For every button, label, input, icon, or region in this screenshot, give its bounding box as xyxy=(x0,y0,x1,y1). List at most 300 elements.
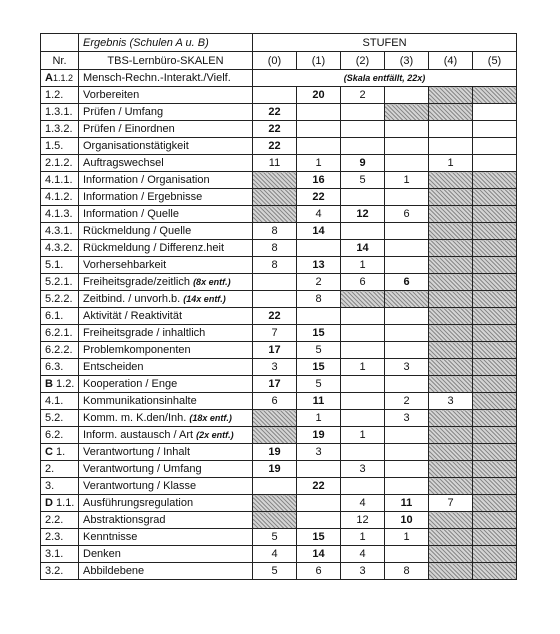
level-cell-3 xyxy=(385,223,429,240)
level-cell-0 xyxy=(253,87,297,104)
level-cell-3 xyxy=(385,121,429,138)
level-cell-2 xyxy=(341,291,385,308)
row-label xyxy=(79,546,253,563)
level-cell-3: 2 xyxy=(385,393,429,410)
row-label-text: Vorbereiten xyxy=(83,89,140,101)
level-cell-5 xyxy=(473,546,517,563)
table-row xyxy=(41,529,517,546)
level-cell-5 xyxy=(473,461,517,478)
level-cell-0: 5 xyxy=(253,529,297,546)
level-cell-5 xyxy=(473,376,517,393)
row-label-text: Denken xyxy=(83,548,121,560)
section-letter: D xyxy=(45,497,53,509)
table-row xyxy=(41,189,517,206)
level-cell-5 xyxy=(473,495,517,512)
row-nr xyxy=(41,189,79,206)
level-cell-5 xyxy=(473,427,517,444)
row-label: Mensch-Rechn.-Interakt./Vielf. xyxy=(79,70,253,87)
level-cell-0: 6 xyxy=(253,393,297,410)
level-cell-4 xyxy=(429,325,473,342)
row-label-text: Prüfen / Einordnen xyxy=(83,123,175,135)
level-cell-5 xyxy=(473,189,517,206)
level-cell-4 xyxy=(429,444,473,461)
level-cell-2: 4 xyxy=(341,495,385,512)
level-cell-0: 8 xyxy=(253,257,297,274)
row-nr-text: 1.1. xyxy=(56,497,75,509)
level-header-4: (4) xyxy=(429,52,473,70)
level-cell-1 xyxy=(297,104,341,121)
table-row xyxy=(41,291,517,308)
level-cell-3: 11 xyxy=(385,495,429,512)
row-label xyxy=(79,563,253,580)
row-nr xyxy=(41,240,79,257)
row-label-text: Prüfen / Umfang xyxy=(83,106,164,118)
level-cell-0 xyxy=(253,512,297,529)
level-cell-5 xyxy=(473,393,517,410)
level-cell-5 xyxy=(473,444,517,461)
level-cell-0 xyxy=(253,410,297,427)
level-cell-0 xyxy=(253,206,297,223)
row-nr xyxy=(41,427,79,444)
row-label-note: (2x entf.) xyxy=(196,430,234,440)
level-cell-3 xyxy=(385,444,429,461)
level-cell-4 xyxy=(429,257,473,274)
table-row xyxy=(41,563,517,580)
result-subtitle: Ergebnis (Schulen A u. B) xyxy=(79,34,253,52)
level-cell-3 xyxy=(385,325,429,342)
row-nr-text: 6.2.2. xyxy=(45,344,73,356)
level-cell-4 xyxy=(429,240,473,257)
row-nr-text: 5.2.1. xyxy=(45,276,73,288)
level-cell-3 xyxy=(385,189,429,206)
row-label-text: Komm. m. K.den/Inh. xyxy=(83,412,187,424)
level-cell-1 xyxy=(297,308,341,325)
level-header-3: (3) xyxy=(385,52,429,70)
level-cell-3 xyxy=(385,257,429,274)
level-cell-5 xyxy=(473,478,517,495)
level-cell-3 xyxy=(385,87,429,104)
level-cell-4 xyxy=(429,546,473,563)
table-row xyxy=(41,325,517,342)
level-cell-5 xyxy=(473,274,517,291)
table-row xyxy=(41,223,517,240)
level-cell-4 xyxy=(429,87,473,104)
level-cell-0: 22 xyxy=(253,104,297,121)
level-cell-1 xyxy=(297,240,341,257)
table-row xyxy=(41,104,517,121)
level-cell-0: 22 xyxy=(253,308,297,325)
level-cell-0: 19 xyxy=(253,461,297,478)
level-cell-4 xyxy=(429,172,473,189)
row-nr xyxy=(41,70,79,87)
row-nr xyxy=(41,104,79,121)
level-header-0: (0) xyxy=(253,52,297,70)
level-cell-0 xyxy=(253,172,297,189)
level-cell-2 xyxy=(341,376,385,393)
level-cell-3 xyxy=(385,461,429,478)
row-label-text: Freiheitsgrade/zeitlich xyxy=(83,276,190,288)
level-cell-1: 8 xyxy=(297,291,341,308)
row-nr-text: 4.1.1. xyxy=(45,174,73,186)
level-cell-2: 1 xyxy=(341,529,385,546)
level-cell-3: 1 xyxy=(385,529,429,546)
row-label xyxy=(79,512,253,529)
level-cell-4 xyxy=(429,274,473,291)
level-cell-5 xyxy=(473,87,517,104)
row-label xyxy=(79,291,253,308)
level-cell-3: 6 xyxy=(385,274,429,291)
row-nr-text: 2.1.2. xyxy=(45,157,73,169)
row-label-text: Rückmeldung / Quelle xyxy=(83,225,192,237)
level-cell-2: 1 xyxy=(341,257,385,274)
level-header-2: (2) xyxy=(341,52,385,70)
row-nr-text: 1. xyxy=(56,446,66,458)
level-cell-5 xyxy=(473,172,517,189)
row-nr-text: 3.2. xyxy=(45,565,64,577)
level-cell-0: 5 xyxy=(253,563,297,580)
row-label-text: Verantwortung / Umfang xyxy=(83,463,202,475)
row-nr xyxy=(41,478,79,495)
level-cell-4 xyxy=(429,138,473,155)
row-nr-text: 2. xyxy=(45,463,55,475)
row-nr-text: 6.3. xyxy=(45,361,64,373)
level-cell-2: 12 xyxy=(341,512,385,529)
level-cell-0: 19 xyxy=(253,444,297,461)
section-letter: C xyxy=(45,446,53,458)
row-label xyxy=(79,376,253,393)
level-cell-4 xyxy=(429,529,473,546)
level-cell-5 xyxy=(473,342,517,359)
level-cell-4 xyxy=(429,291,473,308)
row-nr xyxy=(41,461,79,478)
section-letter: A xyxy=(45,72,53,84)
row-nr-text: 4.3.2. xyxy=(45,242,73,254)
level-cell-4: 3 xyxy=(429,393,473,410)
level-cell-3 xyxy=(385,240,429,257)
level-cell-3 xyxy=(385,478,429,495)
level-cell-3: 10 xyxy=(385,512,429,529)
row-label-text: Auftragswechsel xyxy=(83,157,164,169)
level-cell-1: 22 xyxy=(297,189,341,206)
level-cell-1: 6 xyxy=(297,563,341,580)
row-label xyxy=(79,172,253,189)
level-cell-4 xyxy=(429,121,473,138)
row-label xyxy=(79,529,253,546)
row-label-text: Information / Quelle xyxy=(83,208,179,220)
level-cell-4 xyxy=(429,308,473,325)
row-label-text: Problemkomponenten xyxy=(83,344,191,356)
level-cell-2: 3 xyxy=(341,563,385,580)
row-nr-text: 4.1. xyxy=(45,395,64,407)
level-cell-5 xyxy=(473,121,517,138)
level-cell-2 xyxy=(341,410,385,427)
row-label-text: Zeitbind. / unvorh.b. xyxy=(83,293,181,305)
level-cell-3 xyxy=(385,308,429,325)
row-nr xyxy=(41,223,79,240)
table-row xyxy=(41,359,517,376)
level-cell-5 xyxy=(473,512,517,529)
level-cell-4 xyxy=(429,376,473,393)
level-cell-1: 5 xyxy=(297,376,341,393)
row-nr xyxy=(41,138,79,155)
row-nr xyxy=(41,206,79,223)
row-nr-text: 4.3.1. xyxy=(45,225,73,237)
row-label xyxy=(79,155,253,172)
level-cell-1: 14 xyxy=(297,546,341,563)
level-cell-3 xyxy=(385,376,429,393)
row-nr-text: 4.1.3. xyxy=(45,208,73,220)
row-label xyxy=(79,308,253,325)
nr-header-blank xyxy=(41,34,79,52)
table-row xyxy=(41,444,517,461)
level-cell-0: 11 xyxy=(253,155,297,172)
level-cell-5 xyxy=(473,325,517,342)
level-cell-4 xyxy=(429,478,473,495)
row-label xyxy=(79,359,253,376)
row-nr xyxy=(41,342,79,359)
row-label xyxy=(79,87,253,104)
table-row xyxy=(41,410,517,427)
level-cell-2 xyxy=(341,223,385,240)
row-label xyxy=(79,444,253,461)
level-cell-1: 2 xyxy=(297,274,341,291)
row-label-text: Verantwortung / Klasse xyxy=(83,480,197,492)
level-cell-5 xyxy=(473,291,517,308)
level-cell-1 xyxy=(297,461,341,478)
level-cell-1 xyxy=(297,138,341,155)
level-cell-1: 19 xyxy=(297,427,341,444)
level-cell-4 xyxy=(429,359,473,376)
row-nr-text: 5.1. xyxy=(45,259,64,271)
table-row xyxy=(41,512,517,529)
row-nr xyxy=(41,257,79,274)
level-cell-1 xyxy=(297,495,341,512)
level-cell-2 xyxy=(341,393,385,410)
level-cell-3: 3 xyxy=(385,359,429,376)
row-label xyxy=(79,104,253,121)
row-label xyxy=(79,121,253,138)
level-cell-1: 1 xyxy=(297,410,341,427)
level-cell-4 xyxy=(429,461,473,478)
row-nr xyxy=(41,376,79,393)
level-cell-4 xyxy=(429,563,473,580)
table-row xyxy=(41,342,517,359)
row-nr xyxy=(41,172,79,189)
level-cell-3: 3 xyxy=(385,410,429,427)
row-nr-text: 2.2. xyxy=(45,514,64,526)
row-label-note: (8x entf.) xyxy=(193,277,231,287)
row-label-text: Aktivität / Reaktivität xyxy=(83,310,183,322)
level-cell-0: 17 xyxy=(253,342,297,359)
level-cell-4 xyxy=(429,104,473,121)
row-nr xyxy=(41,529,79,546)
level-cell-2: 14 xyxy=(341,240,385,257)
level-cell-2: 1 xyxy=(341,359,385,376)
level-cell-3 xyxy=(385,138,429,155)
level-cell-5 xyxy=(473,257,517,274)
row-nr-text: 6.2. xyxy=(45,429,64,441)
level-cell-1: 11 xyxy=(297,393,341,410)
level-cell-1: 5 xyxy=(297,342,341,359)
row-label-text: Kenntnisse xyxy=(83,531,138,543)
table-row xyxy=(41,138,517,155)
level-cell-0 xyxy=(253,495,297,512)
level-cell-3: 1 xyxy=(385,172,429,189)
table-row xyxy=(41,376,517,393)
row-label-text: Entscheiden xyxy=(83,361,144,373)
table-row xyxy=(41,240,517,257)
nr-header: Nr. xyxy=(41,52,79,70)
level-cell-1 xyxy=(297,512,341,529)
table-row xyxy=(41,495,517,512)
table-row xyxy=(41,257,517,274)
row-label-text: Kooperation / Enge xyxy=(83,378,178,390)
level-cell-0: 22 xyxy=(253,138,297,155)
table-row xyxy=(41,155,517,172)
level-cell-5 xyxy=(473,104,517,121)
level-cell-2 xyxy=(341,308,385,325)
row-nr xyxy=(41,512,79,529)
level-cell-2: 6 xyxy=(341,274,385,291)
row-label xyxy=(79,461,253,478)
row-nr-text: 1.3.2. xyxy=(45,123,73,135)
table-row xyxy=(41,206,517,223)
table-row xyxy=(41,478,517,495)
skalen-table xyxy=(40,33,517,580)
level-cell-1: 15 xyxy=(297,359,341,376)
row-nr-text: 4.1.2. xyxy=(45,191,73,203)
row-nr-text: 1.2. xyxy=(45,89,64,101)
row-label-text: Ausführungsregulation xyxy=(83,497,194,509)
row-nr xyxy=(41,410,79,427)
row-nr xyxy=(41,546,79,563)
level-cell-5 xyxy=(473,529,517,546)
level-cell-1: 20 xyxy=(297,87,341,104)
row-nr-text: 1.3.1. xyxy=(45,106,73,118)
level-cell-2: 4 xyxy=(341,546,385,563)
results-table-page xyxy=(40,33,517,580)
level-cell-0 xyxy=(253,291,297,308)
section-letter: B xyxy=(45,378,53,390)
level-cell-4: 7 xyxy=(429,495,473,512)
level-cell-5 xyxy=(473,308,517,325)
header-row-2 xyxy=(41,52,517,70)
row-label xyxy=(79,240,253,257)
stufen-header: STUFEN xyxy=(253,34,517,52)
table-row xyxy=(41,546,517,563)
level-cell-3 xyxy=(385,104,429,121)
scale-title: TBS-Lernbüro-SKALEN xyxy=(79,52,253,70)
level-cell-0 xyxy=(253,478,297,495)
row-label xyxy=(79,138,253,155)
level-cell-4 xyxy=(429,189,473,206)
row-label xyxy=(79,342,253,359)
level-cell-5 xyxy=(473,206,517,223)
row-label-text: Abstraktionsgrad xyxy=(83,514,166,526)
table-row xyxy=(41,461,517,478)
level-cell-2: 2 xyxy=(341,87,385,104)
row-nr-text: 6.1. xyxy=(45,310,64,322)
level-cell-5 xyxy=(473,223,517,240)
row-label-text: Organisationstätigkeit xyxy=(83,140,189,152)
level-cell-3 xyxy=(385,155,429,172)
level-cell-0 xyxy=(253,189,297,206)
level-cell-1 xyxy=(297,121,341,138)
row-nr-text: 2.3. xyxy=(45,531,64,543)
level-cell-2 xyxy=(341,138,385,155)
row-nr xyxy=(41,444,79,461)
table-row xyxy=(41,121,517,138)
level-cell-5 xyxy=(473,138,517,155)
level-cell-4 xyxy=(429,410,473,427)
row-label xyxy=(79,257,253,274)
level-cell-5 xyxy=(473,359,517,376)
row-label xyxy=(79,410,253,427)
level-cell-4: 1 xyxy=(429,155,473,172)
level-cell-2 xyxy=(341,121,385,138)
level-cell-3 xyxy=(385,427,429,444)
level-cell-3 xyxy=(385,291,429,308)
row-label-text: Information / Organisation xyxy=(83,174,210,186)
row-nr xyxy=(41,563,79,580)
level-cell-1: 16 xyxy=(297,172,341,189)
level-cell-2: 3 xyxy=(341,461,385,478)
row-nr xyxy=(41,495,79,512)
level-header-5: (5) xyxy=(473,52,517,70)
table-row xyxy=(41,393,517,410)
row-nr xyxy=(41,291,79,308)
level-cell-0: 17 xyxy=(253,376,297,393)
row-label-text: Information / Ergebnisse xyxy=(83,191,203,203)
table-row xyxy=(41,274,517,291)
row-note: (Skala entfällt, 22x) xyxy=(253,70,517,87)
level-cell-2 xyxy=(341,444,385,461)
row-nr xyxy=(41,359,79,376)
table-row xyxy=(41,427,517,444)
row-nr xyxy=(41,308,79,325)
row-label xyxy=(79,427,253,444)
level-cell-0: 7 xyxy=(253,325,297,342)
level-cell-0 xyxy=(253,427,297,444)
row-nr-text: 5.2. xyxy=(45,412,64,424)
row-nr-text: 3.1. xyxy=(45,548,64,560)
level-cell-2 xyxy=(341,325,385,342)
level-cell-3 xyxy=(385,546,429,563)
row-nr xyxy=(41,155,79,172)
row-nr-text: 1.5. xyxy=(45,140,64,152)
level-cell-4 xyxy=(429,223,473,240)
level-cell-2: 12 xyxy=(341,206,385,223)
row-nr-text: 5.2.2. xyxy=(45,293,73,305)
row-nr xyxy=(41,121,79,138)
row-label-text: Abbildebene xyxy=(83,565,145,577)
row-label-text: Verantwortung / Inhalt xyxy=(83,446,191,458)
level-cell-2: 5 xyxy=(341,172,385,189)
row-nr xyxy=(41,393,79,410)
row-label-text: Freiheitsgrade / inhaltlich xyxy=(83,327,206,339)
level-cell-3: 6 xyxy=(385,206,429,223)
row-label-text: Kommunikationsinhalte xyxy=(83,395,197,407)
table-row xyxy=(41,308,517,325)
row-label-note: (14x entf.) xyxy=(183,294,226,304)
level-cell-0: 4 xyxy=(253,546,297,563)
level-cell-2 xyxy=(341,189,385,206)
level-cell-4 xyxy=(429,342,473,359)
row-label xyxy=(79,325,253,342)
level-cell-2: 1 xyxy=(341,427,385,444)
row-label xyxy=(79,274,253,291)
level-cell-5 xyxy=(473,240,517,257)
